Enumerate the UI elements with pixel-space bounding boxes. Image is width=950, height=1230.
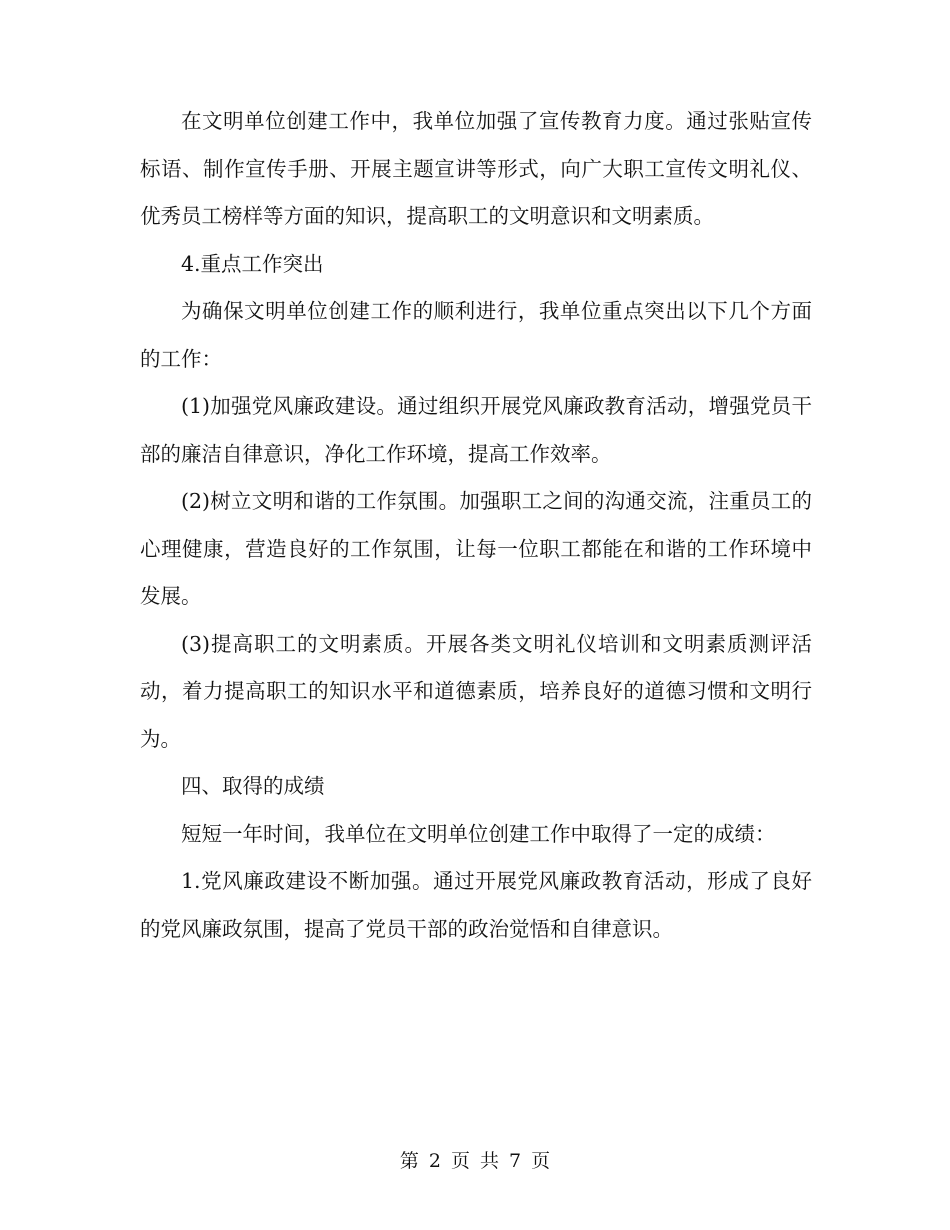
paragraph-key-work-intro: 为确保文明单位创建工作的顺利进行，我单位重点突出以下几个方面的工作： xyxy=(140,299,812,371)
heading-achievements: 四、取得的成绩 xyxy=(181,774,325,798)
document-body xyxy=(140,98,812,953)
paragraph-item-3: (3)提高职工的文明素质。开展各类文明礼仪培训和文明素质测评活动，着力提高职工的知识水平和道德素质，培养良好的道德习惯和文明行为。 xyxy=(140,631,812,751)
paragraph-item-1: (1)加强党风廉政建设。通过组织开展党风廉政教育活动，增强党员干部的廉洁自律意识，净化工作环境，提高工作效率。 xyxy=(140,394,812,466)
page-footer: 第 2 页 共 7 页 xyxy=(399,1150,551,1172)
paragraph-item-2: (2)树立文明和谐的工作氛围。加强职工之间的沟通交流，注重员工的心理健康，营造良好的工作氛围，让每一位职工都能在和谐的工作环境中发展。 xyxy=(140,489,812,608)
paragraph-achievements-intro: 短短一年时间，我单位在文明单位创建工作中取得了一定的成绩： xyxy=(181,821,776,846)
heading-key-work: 4.重点工作突出 xyxy=(181,251,324,276)
paragraph-achievement-1: 1.党风廉政建设不断加强。通过开展党风廉政教育活动，形成了良好的党风廉政氛围，提高了党员干部的政治觉悟和自律意识。 xyxy=(140,869,812,941)
paragraph-publicity: 在文明单位创建工作中，我单位加强了宣传教育力度。通过张贴宣传标语、制作宣传手册、开展主题宣讲等形式，向广大职工宣传文明礼仪、优秀员工榜样等方面的知识，提高职工的文明意识和文明素质。 xyxy=(140,109,812,228)
